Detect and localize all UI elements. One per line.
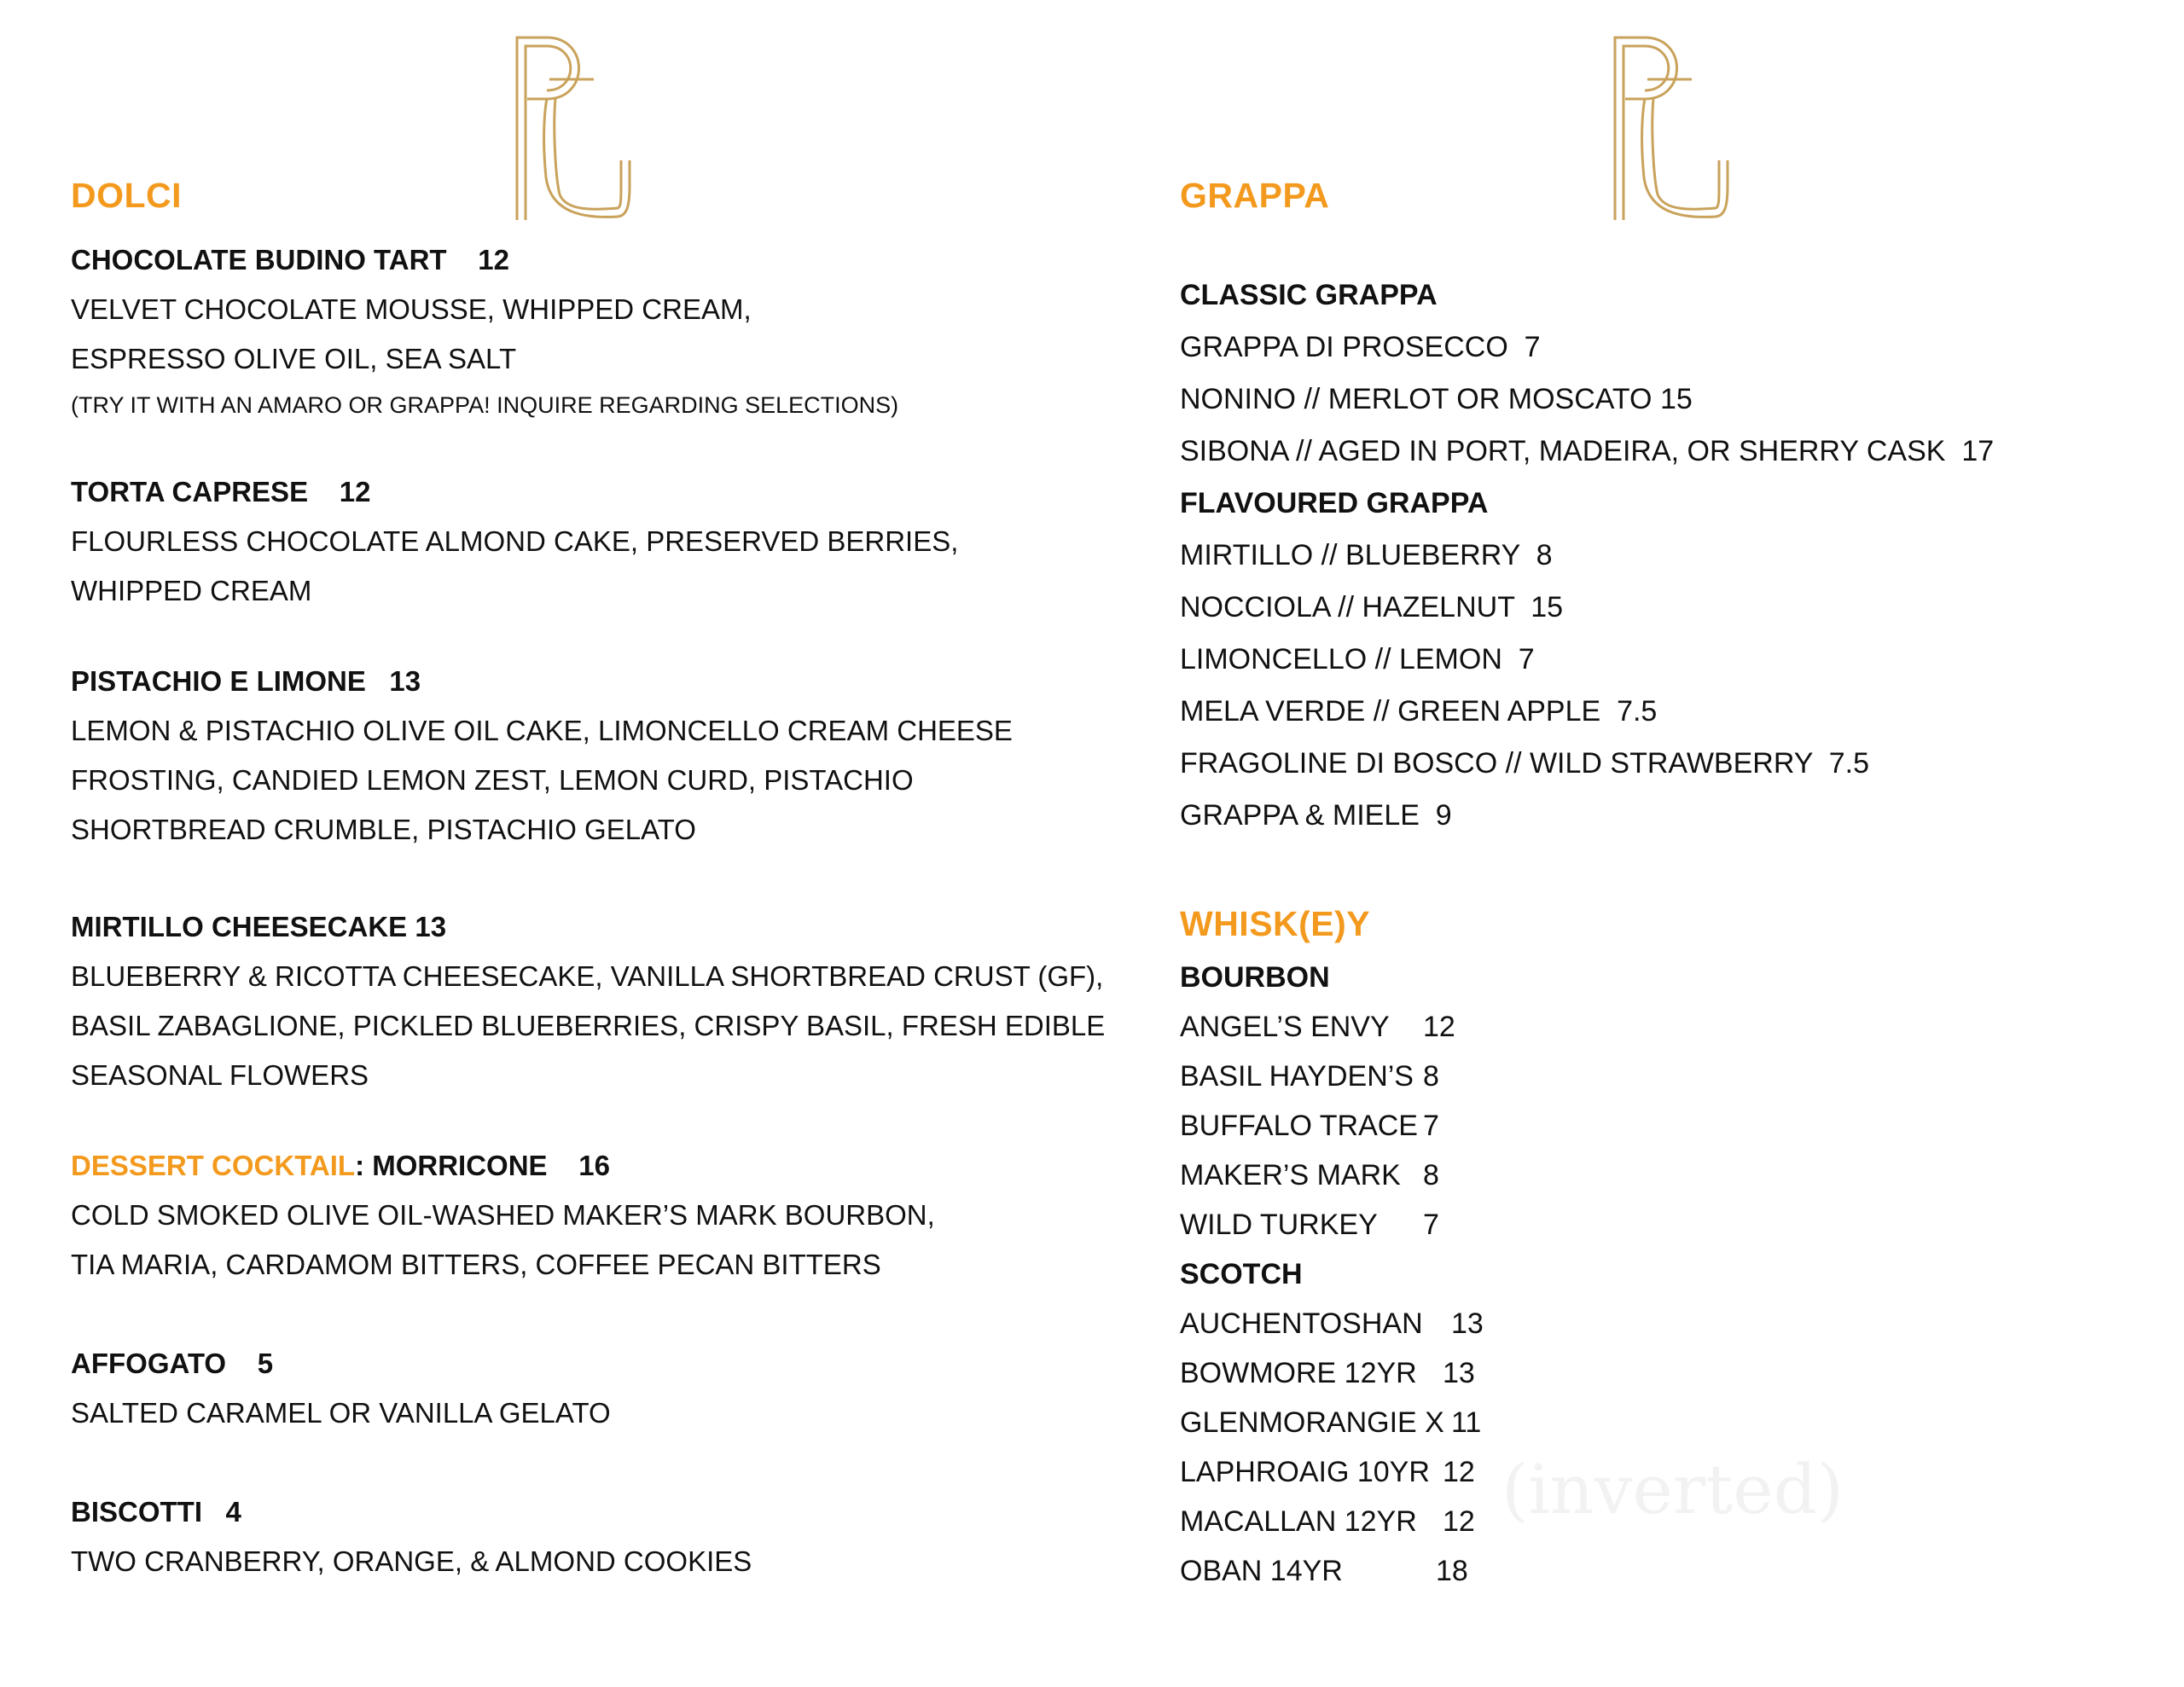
scotch-price: 13	[1451, 1307, 1484, 1340]
scotch-price: 13	[1443, 1357, 1475, 1389]
item-desc: COLD SMOKED OLIVE OIL-WASHED MAKER’S MARK BOURBON,	[71, 1199, 935, 1231]
grappa-title: GRAPPA	[1180, 176, 1330, 215]
grappa-list-item: GRAPPA & MIELE 9	[1180, 799, 1452, 832]
item-desc: TIA MARIA, CARDAMOM BITTERS, COFFEE PECAN BITTERS	[71, 1249, 881, 1280]
item-desc: SALTED CARAMEL OR VANILLA GELATO	[71, 1397, 611, 1429]
scotch-name: OBAN 14YR	[1180, 1555, 1343, 1587]
item-name: MIRTILLO CHEESECAKE 13	[71, 911, 447, 942]
scotch-name: GLENMORANGIE X	[1180, 1406, 1444, 1439]
dessert-item-affogato	[71, 1339, 611, 1438]
item-name: AFFOGATO 5	[71, 1348, 274, 1379]
scotch-name: AUCHENTOSHAN	[1180, 1307, 1423, 1340]
dessert-cocktail-label: DESSERT COCKTAIL	[71, 1150, 356, 1181]
item-desc: SHORTBREAD CRUMBLE, PISTACHIO GELATO	[71, 814, 696, 845]
whiskey-title: WHISK(E)Y	[1180, 904, 1371, 943]
bourbon-name: MAKER’S MARK	[1180, 1159, 1401, 1191]
bourbon-name: BUFFALO TRACE	[1180, 1110, 1418, 1142]
grappa-list-item: NONINO // MERLOT OR MOSCATO 15	[1180, 383, 1693, 415]
grappa-list-item: SIBONA // AGED IN PORT, MADEIRA, OR SHERRY CASK 17	[1180, 435, 1995, 467]
scotch-price: 12	[1443, 1456, 1475, 1488]
grappa-list-item: NOCCIOLA // HAZELNUT 15	[1180, 591, 1564, 623]
grappa-list-item: LIMONCELLO // LEMON 7	[1180, 643, 1535, 675]
scotch-price: 12	[1443, 1505, 1475, 1538]
rg-monogram-logo	[508, 32, 636, 225]
item-desc: FLOURLESS CHOCOLATE ALMOND CAKE, PRESERVED BERRIES,	[71, 525, 959, 557]
faint-watermark: (inverted)	[1502, 1450, 1844, 1529]
scotch-name: MACALLAN 12YR	[1180, 1505, 1417, 1538]
grappa-list-item: MIRTILLO // BLUEBERRY 8	[1180, 539, 1553, 571]
item-desc: WHIPPED CREAM	[71, 575, 312, 606]
item-desc: SEASONAL FLOWERS	[71, 1059, 369, 1091]
dolci-title: DOLCI	[71, 176, 183, 215]
dessert-item-biscotti	[71, 1487, 752, 1586]
item-desc: BLUEBERRY & RICOTTA CHEESECAKE, VANILLA SHORTBREAD CRUST (GF),	[71, 960, 1104, 992]
dessert-item-torta-caprese	[71, 467, 958, 616]
item-note: (TRY IT WITH AN AMARO OR GRAPPA! INQUIRE REGARDING SELECTIONS)	[71, 392, 899, 418]
bourbon-price: 12	[1423, 1011, 1455, 1043]
dolci-column	[71, 0, 1106, 1687]
rg-monogram-logo	[1606, 32, 1734, 225]
item-desc: TWO CRANBERRY, ORANGE, & ALMOND COOKIES	[71, 1545, 752, 1577]
bourbon-name: BASIL HAYDEN’S	[1180, 1060, 1414, 1093]
item-desc: BASIL ZABAGLIONE, PICKLED BLUEBERRIES, CRISPY BASIL, FRESH EDIBLE	[71, 1010, 1106, 1041]
flavoured-grappa-header: FLAVOURED GRAPPA	[1180, 487, 1489, 519]
item-desc: FROSTING, CANDIED LEMON ZEST, LEMON CURD, PISTACHIO	[71, 764, 914, 796]
dessert-item-budino	[71, 235, 898, 426]
scotch-header: SCOTCH	[1180, 1258, 1303, 1290]
item-desc: ESPRESSO OLIVE OIL, SEA SALT	[71, 343, 517, 374]
scotch-name: BOWMORE 12YR	[1180, 1357, 1417, 1389]
bourbon-header: BOURBON	[1180, 961, 1330, 994]
dessert-item-pistachio	[71, 657, 1013, 855]
bourbon-name: WILD TURKEY	[1180, 1209, 1378, 1241]
item-desc: LEMON & PISTACHIO OLIVE OIL CAKE, LIMONCELLO CREAM CHEESE	[71, 715, 1013, 746]
item-name: BISCOTTI 4	[71, 1496, 241, 1528]
bourbon-price: 8	[1423, 1159, 1439, 1191]
classic-grappa-header: CLASSIC GRAPPA	[1180, 279, 1438, 311]
dessert-item-cheesecake	[71, 902, 1105, 1100]
bourbon-name: ANGEL’S ENVY	[1180, 1011, 1390, 1043]
item-name: PISTACHIO E LIMONE 13	[71, 665, 421, 697]
scotch-price: 18	[1436, 1555, 1468, 1587]
scotch-price: 11	[1451, 1406, 1482, 1439]
item-name: CHOCOLATE BUDINO TART 12	[71, 244, 509, 275]
drinks-column	[1180, 0, 2161, 1687]
dessert-cocktail	[71, 1141, 935, 1290]
item-name: TORTA CAPRESE 12	[71, 476, 371, 507]
bourbon-price: 8	[1423, 1060, 1439, 1093]
grappa-list-item: MELA VERDE // GREEN APPLE 7.5	[1180, 695, 1658, 728]
item-name	[71, 1141, 935, 1191]
scotch-name: LAPHROAIG 10YR	[1180, 1456, 1430, 1488]
grappa-list-item: GRAPPA DI PROSECCO 7	[1180, 331, 1541, 363]
item-desc: VELVET CHOCOLATE MOUSSE, WHIPPED CREAM,	[71, 293, 752, 325]
bourbon-price: 7	[1423, 1209, 1439, 1241]
cocktail-name: : MORRICONE 16	[355, 1150, 610, 1181]
grappa-list-item: FRAGOLINE DI BOSCO // WILD STRAWBERRY 7.5	[1180, 747, 1869, 780]
bourbon-price: 7	[1423, 1110, 1439, 1142]
